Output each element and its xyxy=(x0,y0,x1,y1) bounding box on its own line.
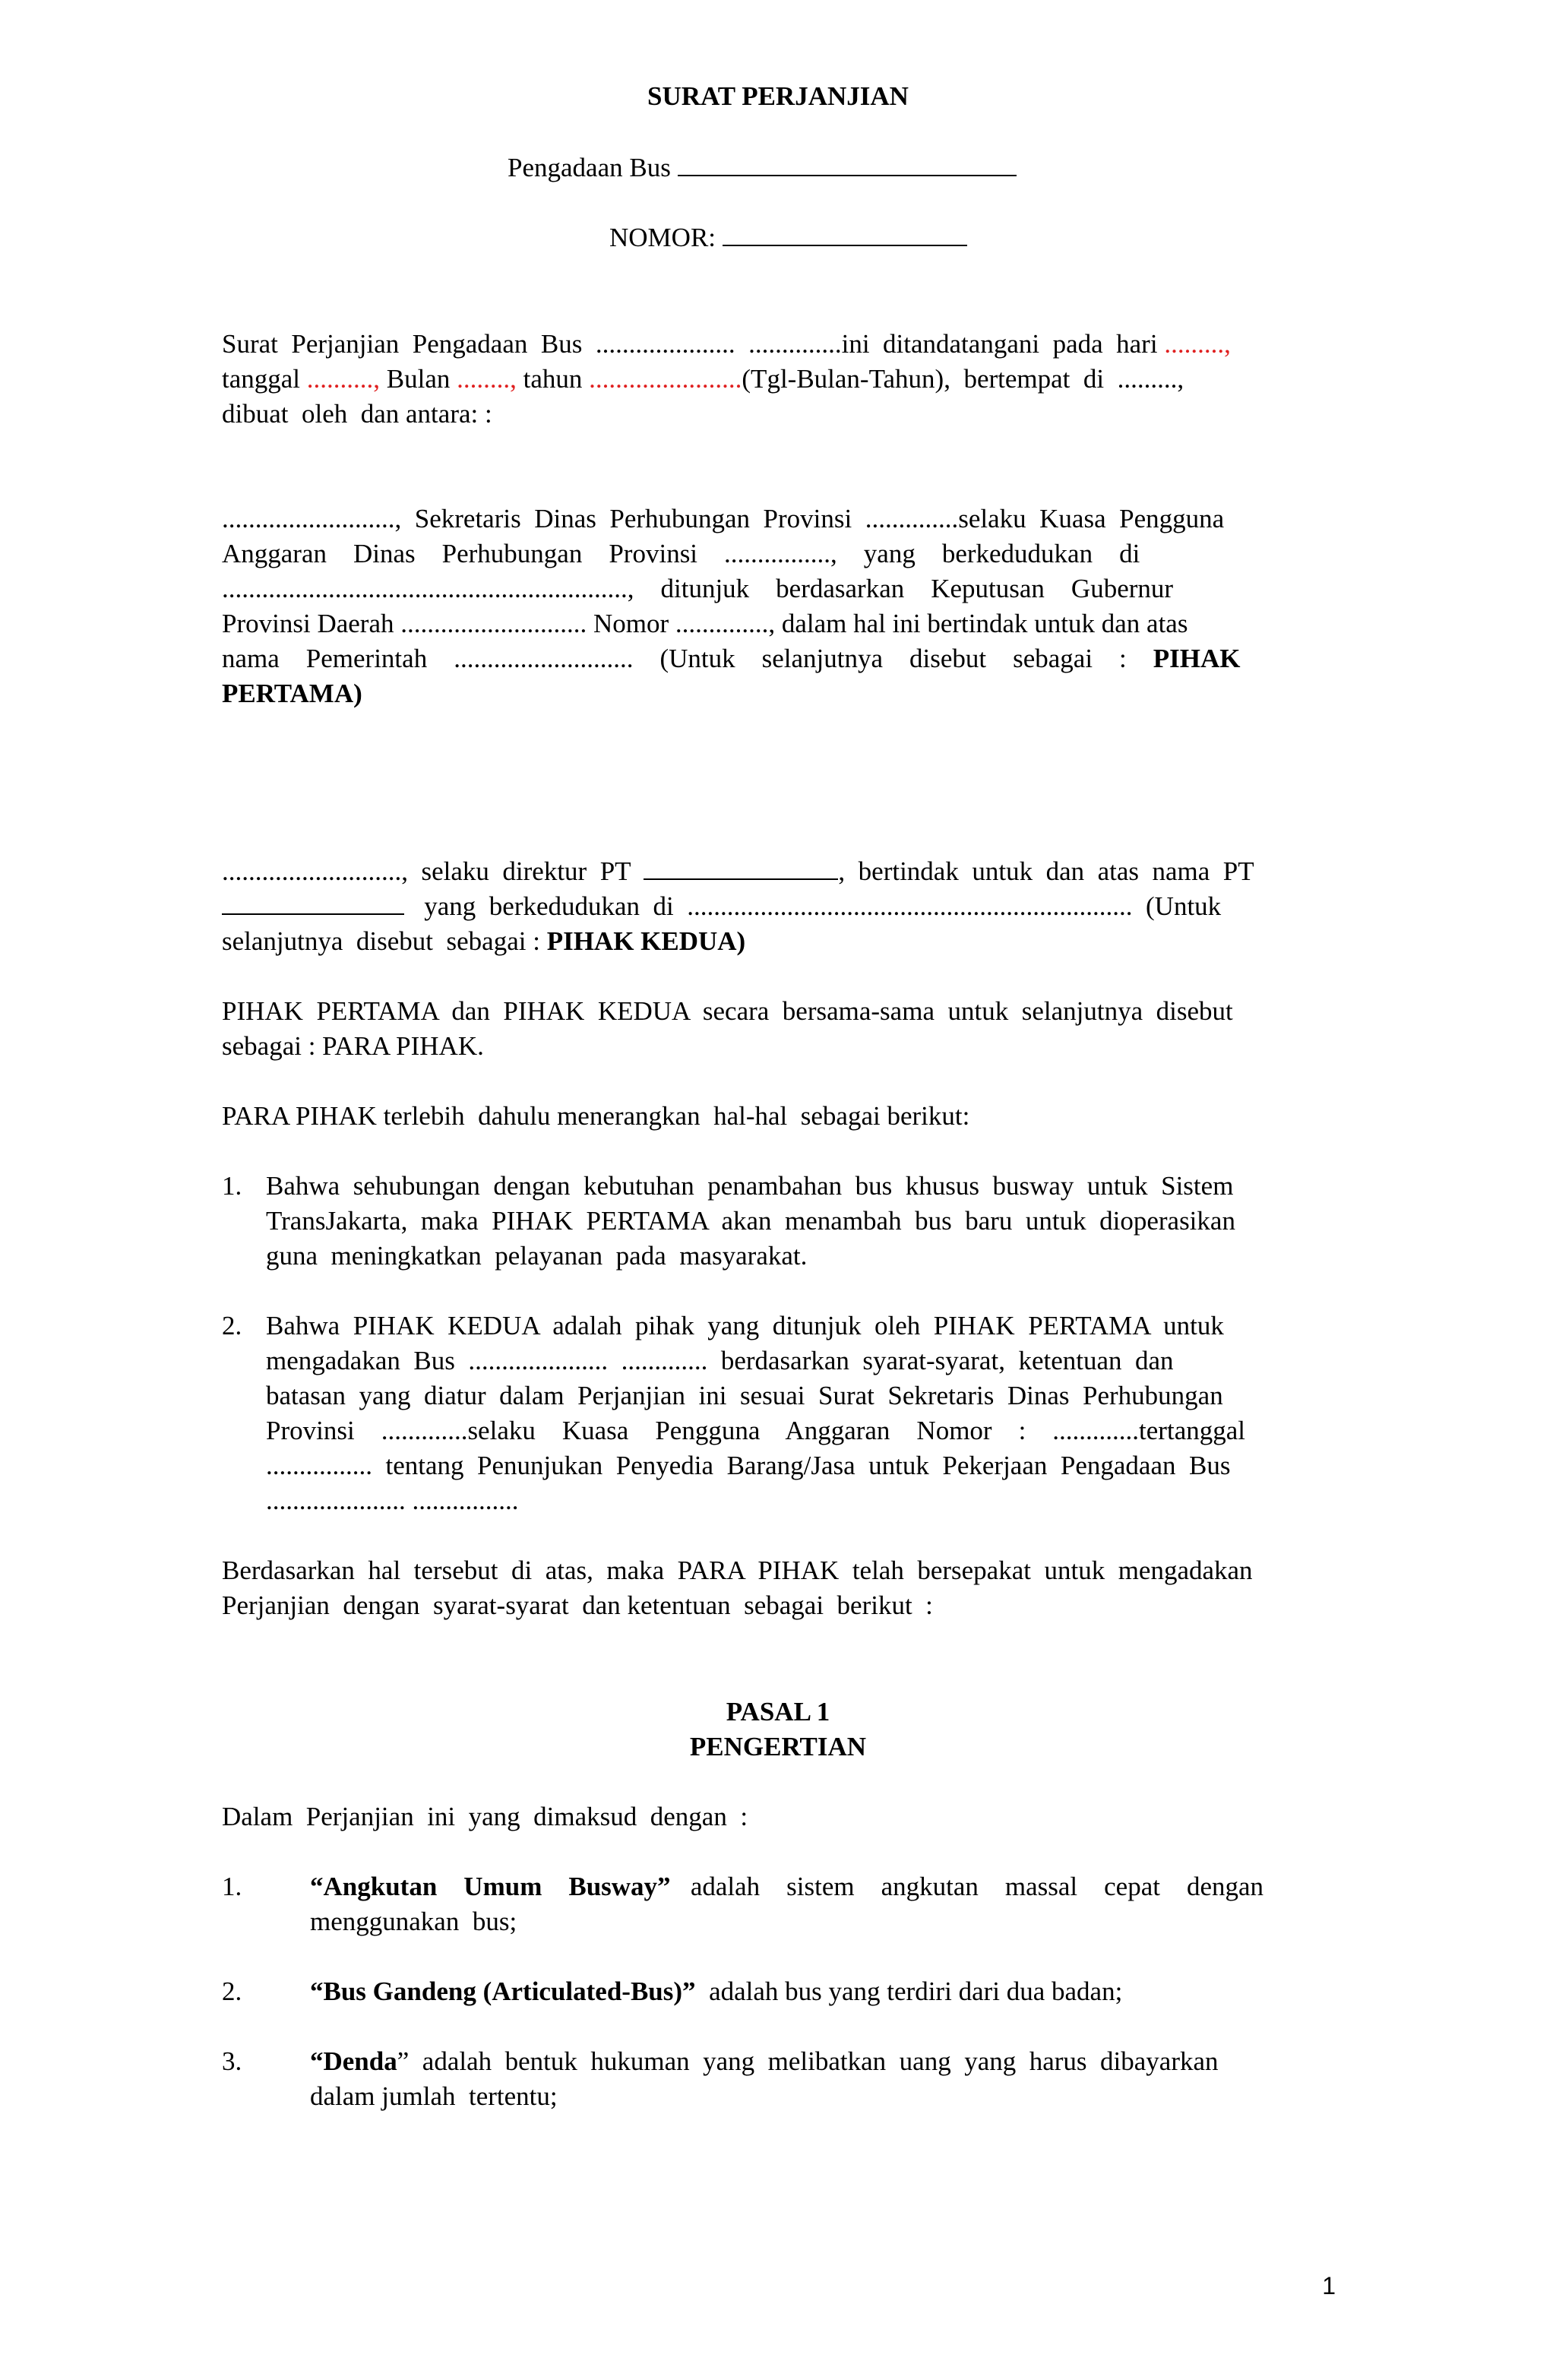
opening-place: (Tgl-Bulan-Tahun), bertempat di ........., xyxy=(742,364,1184,394)
subtitle-text: Pengadaan Bus xyxy=(508,153,671,182)
para-pihak-line-1: PIHAK PERTAMA dan PIHAK KEDUA secara bersama-sama untuk selanjutnya disebut xyxy=(222,996,1233,1026)
list-item-2-line-3: batasan yang diatur dalam Perjanjian ini sesuai Surat Sekretaris Dinas Perhubungan xyxy=(266,1381,1223,1410)
definition-2-text: adalah bus yang terdiri dari dua badan; xyxy=(695,1976,1123,2006)
pihak2-line-3 xyxy=(222,924,745,959)
nomor-label: NOMOR: xyxy=(609,223,716,252)
definition-1-line-1 xyxy=(310,1869,1263,1904)
pihak1-line-1: .........................., Sekretaris Dinas Perhubungan Provinsi ..............selaku Kuasa Pengguna xyxy=(222,504,1225,533)
pihak2-line-1 xyxy=(222,854,1254,889)
pihak2-label: PIHAK KEDUA) xyxy=(546,926,746,956)
pihak1-line-6: PERTAMA) xyxy=(222,679,362,708)
definition-1-term: “Angkutan Umum Busway” xyxy=(310,1872,671,1901)
pihak2-text-3: selanjutnya disebut sebagai : xyxy=(222,926,540,956)
document-number xyxy=(609,220,967,255)
page-number: 1 xyxy=(1322,2272,1336,2299)
list-number-2: 2. xyxy=(222,1311,242,1340)
opening-line-3: dibuat oleh dan antara: : xyxy=(222,399,492,429)
definition-3-term: “Denda xyxy=(310,2046,397,2076)
document-title: SURAT PERJANJIAN xyxy=(647,81,909,111)
para-pihak-intro: PARA PIHAK terlebih dahulu menerangkan hal-hal sebagai berikut: xyxy=(222,1101,970,1131)
definition-1-text: adalah sistem angkutan massal cepat dengan xyxy=(670,1872,1264,1901)
list-item-1-line-3: guna meningkatkan pelayanan pada masyarakat. xyxy=(266,1241,808,1271)
opening-tahun: tahun xyxy=(516,364,583,394)
definition-number-1: 1. xyxy=(222,1872,242,1901)
document-subtitle xyxy=(508,150,1017,185)
nomor-blank xyxy=(723,222,967,246)
definition-3-text: ” adalah bentuk hukuman yang melibatkan uang yang harus dibayarkan xyxy=(397,2046,1219,2076)
definition-2-term: “Bus Gandeng (Articulated-Bus)” xyxy=(310,1976,696,2006)
pihak1-line-3: ............................................................., ditunjuk berdasarkan Keputusan Gubernur xyxy=(222,574,1174,603)
pihak2-line-2 xyxy=(222,889,1221,924)
para-pihak-line-2: sebagai : PARA PIHAK. xyxy=(222,1031,484,1061)
pihak1-text-5: nama Pemerintah ........................... (Untuk selanjutnya disebut sebagai : xyxy=(222,644,1127,673)
opening-text-1: Surat Perjanjian Pengadaan Bus ..................... ..............ini ditandatangani pada hari xyxy=(222,329,1158,359)
pasal-subtitle: PENGERTIAN xyxy=(689,1732,867,1761)
definition-3-line-1 xyxy=(310,2044,1219,2079)
definition-2-line-1 xyxy=(310,1974,1122,2009)
pasal-title: PASAL 1 xyxy=(726,1697,830,1726)
closing-line-1: Berdasarkan hal tersebut di atas, maka PARA PIHAK telah bersepakat untuk mengadakan xyxy=(222,1556,1253,1585)
list-item-2-line-5: ................ tentang Penunjukan Penyedia Barang/Jasa untuk Pekerjaan Pengadaan Bus xyxy=(266,1451,1231,1480)
list-item-2-line-6: ..................... ................ xyxy=(266,1486,519,1515)
pasal-intro: Dalam Perjanjian ini yang dimaksud dengan : xyxy=(222,1802,748,1831)
opening-blank-date: .........., xyxy=(306,364,381,394)
pihak1-label-pihak: PIHAK xyxy=(1153,644,1241,673)
list-item-2-line-2: mengadakan Bus ..................... ............. berdasarkan syarat-syarat, ketentuan dan xyxy=(266,1346,1174,1375)
closing-line-2: Perjanjian dengan syarat-syarat dan ketentuan sebagai berikut : xyxy=(222,1590,933,1620)
opening-blank-day: ........., xyxy=(1164,329,1231,359)
pihak2-text-1: ..........................., selaku direktur PT xyxy=(222,856,631,886)
definition-number-2: 2. xyxy=(222,1976,242,2006)
list-item-2-line-1: Bahwa PIHAK KEDUA adalah pihak yang ditunjuk oleh PIHAK PERTAMA untuk xyxy=(266,1311,1224,1340)
pihak2-pt-blank-2 xyxy=(222,891,404,915)
list-number-1: 1. xyxy=(222,1171,242,1201)
pihak1-line-5 xyxy=(222,641,1241,676)
list-item-1-line-2: TransJakarta, maka PIHAK PERTAMA akan menambah bus baru untuk dioperasikan xyxy=(266,1206,1235,1236)
pihak1-line-4: Provinsi Daerah ............................ Nomor .............., dalam hal ini bertindak untuk dan atas xyxy=(222,609,1188,638)
opening-blank-month: ........, xyxy=(457,364,517,394)
list-item-2-line-4: Provinsi .............selaku Kuasa Pengguna Anggaran Nomor : .............tertanggal xyxy=(266,1416,1245,1445)
definition-3-line-2: dalam jumlah tertentu; xyxy=(310,2081,558,2111)
pihak2-text-2: yang berkedudukan di xyxy=(424,891,674,921)
pihak2-text-1b: , bertindak untuk dan atas nama PT xyxy=(838,856,1254,886)
opening-tanggal: tanggal xyxy=(222,364,301,394)
opening-line-1 xyxy=(222,327,1339,362)
pihak1-line-2: Anggaran Dinas Perhubungan Provinsi ................, yang berkedudukan di xyxy=(222,539,1140,568)
opening-blank-year: ....................... xyxy=(589,364,742,394)
subtitle-blank xyxy=(678,152,1017,176)
list-item-1-line-1: Bahwa sehubungan dengan kebutuhan penambahan bus khusus busway untuk Sistem xyxy=(266,1171,1234,1201)
pihak2-pt-blank-1 xyxy=(644,856,838,880)
pihak2-text-2b: ................................................................... (Untuk xyxy=(687,891,1222,921)
definition-number-3: 3. xyxy=(222,2046,242,2076)
opening-bulan: Bulan xyxy=(380,364,451,394)
definition-1-line-2: menggunakan bus; xyxy=(310,1907,517,1936)
opening-line-2 xyxy=(222,362,1339,397)
